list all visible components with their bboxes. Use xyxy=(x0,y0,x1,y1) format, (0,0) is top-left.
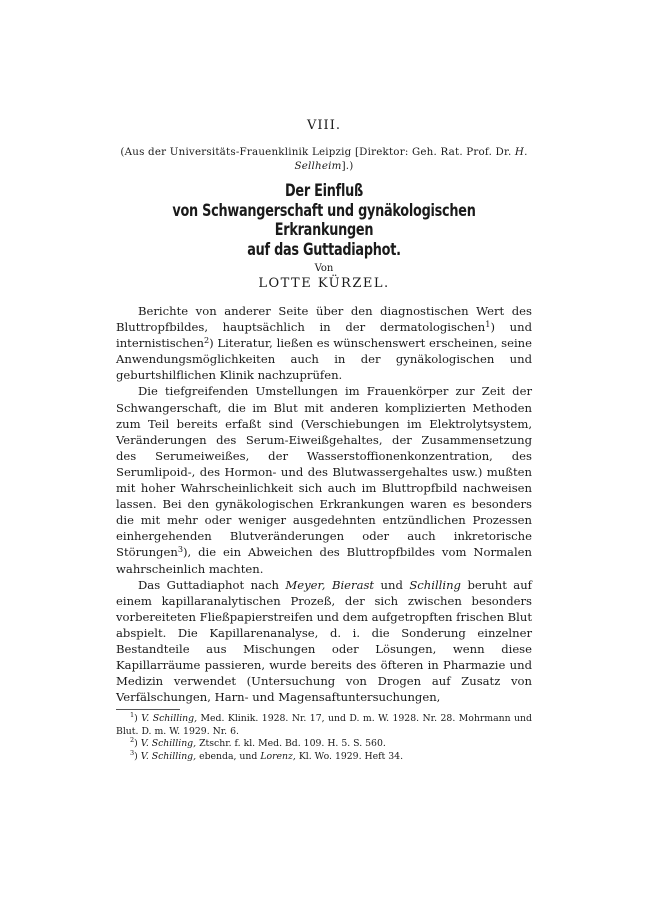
chapter-number: VIII. xyxy=(307,118,341,133)
footnote-ref-2: 2 xyxy=(203,335,210,346)
title-line-2: von Schwangerschaft und gynäkologischen Erkrankungen xyxy=(172,200,476,239)
paragraph-2-text-a: Die tiefgreifenden Umstellungen im Frauenkörper zur Zeit der Schwangerschaft, die im Blut mit anderen komplizierten Methoden zum Teil bereits erfaßt sind (Verschiebungen im Elektrolytsystem, Veränderungen des Serum-Eiweißgehaltes, der Zusammensetzung des Serumeiweißes, der Wasserstoffionenkonzentration, des Serumlipoid-, des Hormon- und des Blutwassergehaltes usw.) mußten mit hoher Wahrscheinlichkeit sich auch im Bluttropfbild nachweisen lassen. Bei den gynäkologischen Erkrankungen waren es besonders die mit mehr oder weniger ausgedehnten entzündlichen Prozessen einhergehenden Blutveränderungen oder auch inkretorische Störungen xyxy=(116,384,532,560)
title-line-3: auf das Guttadiaphot. xyxy=(247,239,401,259)
footnote-1-mark: 1 xyxy=(130,711,135,720)
footnote-2-author: V. Schilling, xyxy=(140,738,197,750)
paragraph-3-text-a: Das Guttadiaphot nach xyxy=(138,577,279,592)
footnote-2-mark: 2 xyxy=(130,736,135,745)
article-title xyxy=(145,181,503,259)
footnote-2-text: Ztschr. f. kl. Med. Bd. 109. H. 5. S. 560. xyxy=(199,738,386,750)
paragraph-1-text-b: ) und internistischen xyxy=(116,320,532,351)
footnote-ref-3: 3 xyxy=(177,544,183,555)
footnote-1-text: Med. Klinik. 1928. Nr. 17, und D. m. W. 1928. Nr. 28. Mohrmann und Blut. D. m. W. 1929. Nr. 6. xyxy=(116,713,532,737)
footnote-1: $^1$) V. Schilling, Med. Klinik. 1928. Nr. 17, und D. m. W. 1928. Nr. 28. Mohrmann und Blut. D. m. W. 1929. Nr. 6. xyxy=(116,711,532,737)
byline-von: Von xyxy=(314,263,334,274)
paragraph-1 xyxy=(116,303,532,383)
institution-note xyxy=(116,145,532,173)
footnote-3: $^3$) V. Schilling, ebenda, und Lorenz, Kl. Wo. 1929. Heft 34. xyxy=(130,748,404,762)
footnote-3-author-2: Lorenz, xyxy=(260,750,296,762)
paragraph-1-text-c: ) Literatur, ließen es wünschenswert erscheinen, seine Anwendungsmöglichkeiten auch in der gynäkologischen und geburtshilflichen Klinik nachzuprüfen. xyxy=(116,336,532,383)
footnote-ref-1: 1 xyxy=(485,319,491,330)
paragraph-2 xyxy=(116,383,532,576)
cited-names: Meyer, Bierast xyxy=(285,577,375,592)
paragraph-2-text-b: ), die ein Abweichen des Bluttropfbildes vom Normalen wahrscheinlich machten. xyxy=(116,545,532,576)
footnote-3-text: Kl. Wo. 1929. Heft 34. xyxy=(298,750,404,762)
institution-note-close: ].) xyxy=(341,160,354,172)
paragraph-1-text-a: Berichte von anderer Seite über den diagnostischen Wert des Bluttropfbildes, hauptsächlich in der dermatologischen xyxy=(116,304,532,335)
cited-name-schilling: Schilling xyxy=(409,577,461,592)
footnote-2: $^2$) V. Schilling, Ztschr. f. kl. Med. Bd. 109. H. 5. S. 560. xyxy=(130,736,386,750)
footnote-3-author: V. Schilling, xyxy=(140,750,197,762)
title-line-1: Der Einfluß xyxy=(284,181,363,200)
paragraph-3-text-b: beruht auf einem kapillaranalytischen Prozeß, der sich zwischen besonders vorbereiteten Fließpapierstreifen und dem aufgetropften frischen Blut abspielt. Die Kapillarenanalyse, d. i. die Sonderung einzelner Bestandteile aus Mischungen oder Lösungen, wenn diese Kapillarräume passieren, wurde bereits des öfteren in Pharmazie und Medizin verwendet (Untersuchung von Drogen auf Zusatz von Verfälschungen, Harn- und Magensaftuntersuchungen, xyxy=(116,577,532,705)
paragraph-3 xyxy=(116,577,532,706)
footnote-1-author: V. Schilling, xyxy=(141,713,198,725)
director-name: H. Sellheim xyxy=(294,146,528,172)
footnotes xyxy=(116,713,532,763)
institution-note-text: (Aus der Universitäts-Frauenklinik Leipzig [Direktor: Geh. Rat. Prof. Dr. xyxy=(120,146,512,158)
footnote-3-mark: 3 xyxy=(130,748,135,757)
page xyxy=(116,118,532,763)
article-body xyxy=(116,303,532,705)
footnote-3-mid: ebenda, und xyxy=(199,750,258,762)
author-name: LOTTE KÜRZEL. xyxy=(258,276,390,291)
paragraph-3-und: und xyxy=(380,577,403,592)
footnote-divider xyxy=(116,709,180,710)
